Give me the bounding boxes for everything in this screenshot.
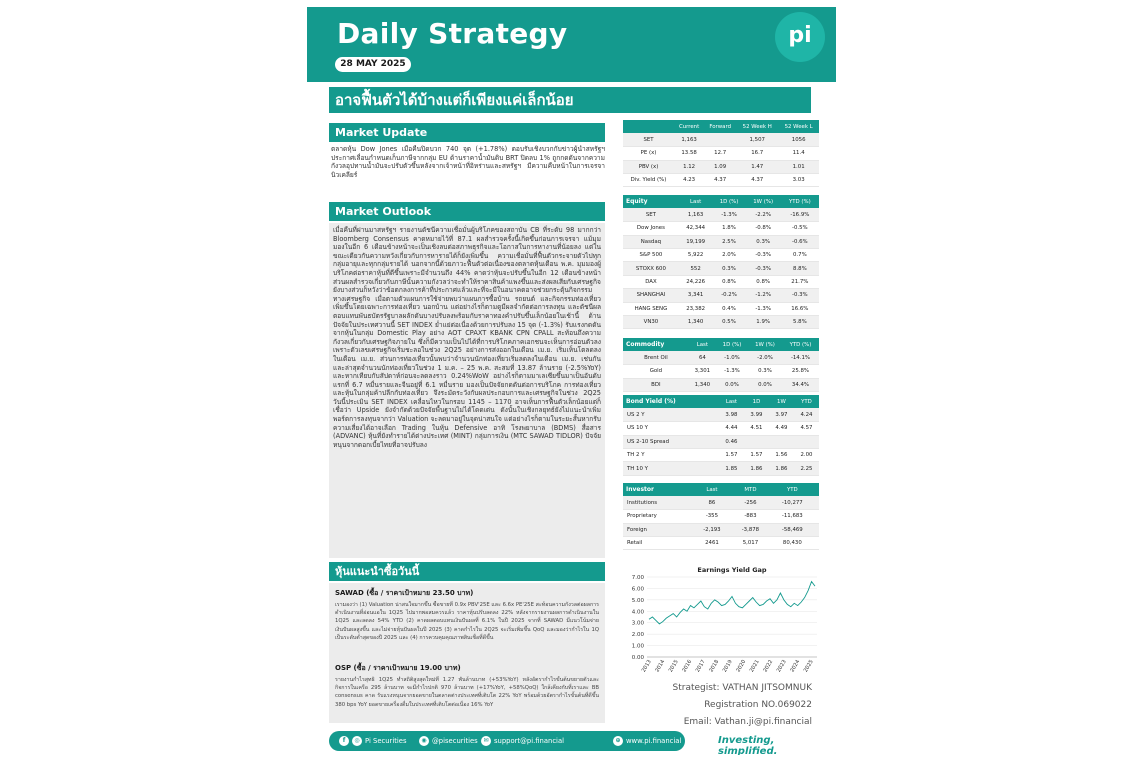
- row-label: US 2-10 Spread: [623, 435, 719, 448]
- pi-logo: pi: [775, 12, 825, 62]
- table-cell: -0.2%: [712, 289, 745, 302]
- table-cell: 1.9%: [746, 316, 781, 329]
- table-cell: 0.8%: [712, 275, 745, 288]
- table-cell: 4.23: [674, 174, 704, 187]
- column-header: Investor: [623, 483, 693, 496]
- table-cell: -0.6%: [781, 235, 819, 248]
- table-cell: 0.4%: [712, 302, 745, 315]
- rec-stock-2-text: รายงานกำไรสุทธิ 1Q25 ทำสถิติสูงสุดใหม่ที่ 1.27 พันล้านบาท (+53%YoY) หลังอัตรากำไรขั้นต้นขยายตัวและกิจการในเครือ 295 ล้านบาท จะมีกำไรปกติ 970 ล้านบาท (+17%YoY, +58%QoQ) ใกล้เคียงกับที่เราและ BB consensus คาด รับแรงหนุนจากยอดขายในตลาดต่างประเทศที่เติบโต 22% YoY พร้อมด้วยอัตรากำไรขั้นต้นที่ดีขึ้น 380 bps YoY ยอดขายเครื่องดื่มในประเทศที่เติบโตต่อเนื่อง 16% YoY: [335, 677, 599, 708]
- table-cell: 1.12: [674, 160, 704, 173]
- row-label: US 10 Y: [623, 422, 719, 435]
- footer-email-label: support@pi.financial: [494, 737, 564, 745]
- table-cell: 0.7%: [781, 249, 819, 262]
- table-row: [623, 462, 819, 475]
- table-cell: 3,301: [689, 365, 716, 378]
- table-cell: -2.2%: [746, 208, 781, 221]
- row-label: S&P 500: [623, 249, 679, 262]
- table-cell: -1.2%: [746, 289, 781, 302]
- row-label: SHANGHAI: [623, 289, 679, 302]
- table-cell: 19,199: [679, 235, 713, 248]
- mail-icon: ✉: [481, 736, 491, 746]
- column-header: Equity: [623, 195, 679, 208]
- table-cell: 34.4%: [782, 378, 819, 391]
- column-header: 1D (%): [716, 338, 748, 351]
- table-cell: 24,226: [679, 275, 713, 288]
- rec-stock-1-text: เรามองว่า (1) Valuation น่าสนใจมากขึ้น ซื้อขายที่ 0.9x PBV'25E และ 6.6x PE'25E สะท้อนความกังวลต่อผลการดำเนินงานที่อ่อนแอใน 1Q25 ไปมากพอสมควรแล้ว ราคาหุ้นปรับลดลง 22% หลังจากรายงานผลการดำเนินงานใน 1Q25 และลดลง 54% YTD (2) คาดผลตอบแทนเงินปันผลที่ 6.1% ในปี 2025 จากที่ SAWAD มีแนวโน้มจ่ายเงินปันผลสูงขึ้น และไม่จ่ายหุ้นปันผลในปี 2025 (3) คาดกำไรใน 2Q25 จะเริ่มเพิ่มขึ้น QoQ และมองว่ากำไรใน 1Q เป็นระดับต่ำสุดของปี 2025 และ (4) การควบคุมคุณภาพสินเชื่อที่ดีขึ้น: [335, 602, 599, 641]
- table-cell: 64: [689, 351, 716, 364]
- table-cell: -11,683: [770, 510, 815, 523]
- table-row: [623, 523, 819, 536]
- table-row: [623, 537, 819, 550]
- instagram-icon: ◉: [419, 736, 429, 746]
- table-cell: 80,430: [770, 537, 815, 550]
- table-row: [623, 449, 819, 462]
- report-date: 28 MAY 2025: [335, 57, 411, 72]
- table-cell: 23,382: [679, 302, 713, 315]
- table-row: [623, 275, 819, 288]
- table-header-row: [623, 483, 819, 496]
- y-tick-label: 0.00: [631, 655, 644, 661]
- chart-title: Earnings Yield Gap: [697, 566, 767, 574]
- line-icon: ◎: [352, 736, 362, 746]
- column-header: YTD: [794, 395, 819, 408]
- footer-facebook-label: Pi Securities: [365, 737, 407, 745]
- earnings-yield-gap-chart: [617, 563, 827, 681]
- table-cell: 0.46: [719, 435, 744, 448]
- table-row: [623, 351, 819, 364]
- table-cell: -0.3%: [746, 262, 781, 275]
- table-cell: -883: [731, 510, 770, 523]
- table-row: [623, 147, 819, 160]
- table-cell: -16.9%: [781, 208, 819, 221]
- table-cell: [815, 537, 819, 550]
- table-cell: -2,193: [693, 523, 732, 536]
- table-row: [623, 316, 819, 329]
- table-cell: 86: [693, 496, 732, 509]
- row-label: TH 2 Y: [623, 449, 719, 462]
- footer-social[interactable]: [339, 731, 407, 751]
- table-cell: -1.3%: [716, 365, 748, 378]
- footer-bar: [329, 731, 685, 751]
- column-header: YTD: [770, 483, 815, 496]
- x-tick-label: 2021: [748, 659, 761, 674]
- row-label: HANG SENG: [623, 302, 679, 315]
- table-cell: 0.5%: [712, 316, 745, 329]
- footer-instagram-label: @pisecurities: [432, 737, 478, 745]
- table-header-row: [623, 195, 819, 208]
- row-label: US 2 Y: [623, 408, 719, 421]
- recommendation-heading: หุ้นแนะนำซื้อวันนี้: [329, 562, 605, 581]
- table-cell: -1.3%: [712, 208, 745, 221]
- table-cell: 42,344: [679, 222, 713, 235]
- investor-table: [623, 483, 819, 550]
- table-cell: [815, 496, 819, 509]
- table-cell: 1.56: [769, 449, 794, 462]
- footer-email[interactable]: [481, 731, 564, 751]
- facebook-icon: f: [339, 736, 349, 746]
- row-label: Gold: [623, 365, 689, 378]
- table-header-row: [623, 395, 819, 408]
- strategist-registration: Registration NO.069022: [704, 700, 812, 710]
- table-row: [623, 249, 819, 262]
- table-cell: 5.8%: [781, 316, 819, 329]
- table-cell: -0.3%: [746, 249, 781, 262]
- table-cell: [794, 435, 819, 448]
- table-cell: 12.7: [704, 147, 736, 160]
- column-header: Commodity: [623, 338, 689, 351]
- table-cell: 3.98: [719, 408, 744, 421]
- row-label: PBV (x): [623, 160, 674, 173]
- table-cell: 11.4: [778, 147, 819, 160]
- y-tick-label: 2.00: [631, 632, 644, 639]
- row-label: STOXX 600: [623, 262, 679, 275]
- row-label: Retail: [623, 537, 693, 550]
- table-cell: 1.86: [744, 462, 769, 475]
- table-cell: 25.8%: [782, 365, 819, 378]
- y-tick-label: 5.00: [631, 597, 644, 604]
- column-header: YTD (%): [781, 195, 819, 208]
- row-label: Proprietary: [623, 510, 693, 523]
- table-cell: 0.0%: [716, 378, 748, 391]
- table-cell: 3.97: [769, 408, 794, 421]
- table-cell: -256: [731, 496, 770, 509]
- slogan: Investing, simplified.: [718, 735, 778, 755]
- table-cell: 1.85: [719, 462, 744, 475]
- column-header: Last: [689, 338, 716, 351]
- footer-website-label: www.pi.financial: [626, 737, 682, 745]
- table-cell: 1.47: [736, 160, 778, 173]
- bond-yield-table: [623, 395, 819, 476]
- x-tick-label: 2019: [721, 659, 734, 674]
- market-outlook-heading: Market Outlook: [329, 202, 605, 221]
- table-cell: 1.86: [769, 462, 794, 475]
- table-row: [623, 235, 819, 248]
- strategist-name: Strategist: VATHAN JITSOMNUK: [672, 683, 812, 693]
- table-cell: 1,340: [679, 316, 713, 329]
- table-cell: -10,277: [770, 496, 815, 509]
- table-cell: 4.37: [704, 174, 736, 187]
- table-cell: 1.57: [719, 449, 744, 462]
- table-cell: 8.8%: [781, 262, 819, 275]
- table-cell: 4.24: [794, 408, 819, 421]
- table-cell: [815, 523, 819, 536]
- equity-table: [623, 195, 819, 329]
- row-label: SET: [623, 133, 674, 146]
- table-cell: [704, 133, 736, 146]
- column-header: Bond Yield (%): [623, 395, 719, 408]
- table-cell: 3.99: [744, 408, 769, 421]
- table-row: [623, 510, 819, 523]
- table-cell: 0.3%: [712, 262, 745, 275]
- column-header: 52 Week L: [778, 120, 819, 133]
- table-cell: 4.51: [744, 422, 769, 435]
- rec-stock-2-heading: OSP (ซื้อ / ราคาเป้าหมาย 19.00 บาท): [335, 664, 461, 672]
- table-cell: 4.49: [769, 422, 794, 435]
- y-tick-label: 7.00: [631, 575, 644, 581]
- table-cell: 13.58: [674, 147, 704, 160]
- y-tick-label: 6.00: [631, 586, 644, 593]
- table-header-row: [623, 338, 819, 351]
- table-row: [623, 302, 819, 315]
- table-row: [623, 289, 819, 302]
- document-page: [307, 7, 836, 755]
- table-cell: 5,922: [679, 249, 713, 262]
- table-row: [623, 222, 819, 235]
- recommendation-box: [329, 583, 605, 723]
- x-tick-label: 2015: [667, 659, 680, 674]
- x-tick-label: 2013: [640, 659, 653, 674]
- table-row: [623, 378, 819, 391]
- table-cell: 16.6%: [781, 302, 819, 315]
- column-header: 1W (%): [748, 338, 782, 351]
- table-cell: 2.25: [794, 462, 819, 475]
- row-label: Nasdaq: [623, 235, 679, 248]
- table-cell: 2.00: [794, 449, 819, 462]
- column-header: Last: [719, 395, 744, 408]
- headline: อาจฟื้นตัวได้บ้างแต่ก็เพียงแค่เล็กน้อย: [329, 87, 811, 113]
- table-header-row: [623, 120, 819, 133]
- x-tick-label: 2024: [789, 659, 802, 674]
- table-cell: 2.5%: [712, 235, 745, 248]
- column-header: Current: [674, 120, 704, 133]
- row-label: Div. Yield (%): [623, 174, 674, 187]
- column-header: Last: [693, 483, 732, 496]
- table-cell: 4.44: [719, 422, 744, 435]
- table-cell: 2461: [693, 537, 732, 550]
- x-tick-label: 2017: [694, 659, 707, 674]
- table-cell: 1,507: [736, 133, 778, 146]
- table-row: [623, 174, 819, 187]
- table-row: [623, 262, 819, 275]
- table-cell: -1.0%: [716, 351, 748, 364]
- column-header: Forward: [704, 120, 736, 133]
- table-cell: -58,469: [770, 523, 815, 536]
- x-tick-label: 2023: [775, 659, 788, 674]
- table-cell: 1,340: [689, 378, 716, 391]
- table-cell: 1.57: [744, 449, 769, 462]
- table-row: [623, 496, 819, 509]
- table-row: [623, 408, 819, 421]
- table-cell: -0.5%: [781, 222, 819, 235]
- table-cell: 0.0%: [748, 378, 782, 391]
- commodity-table: [623, 338, 819, 392]
- table-cell: -1.3%: [746, 302, 781, 315]
- column-header: 1W (%): [746, 195, 781, 208]
- table-cell: 1,163: [674, 133, 704, 146]
- table-cell: 1.01: [778, 160, 819, 173]
- table-cell: [769, 435, 794, 448]
- row-label: Brent Oil: [623, 351, 689, 364]
- table-cell: -2.0%: [748, 351, 782, 364]
- table-cell: 3,341: [679, 289, 713, 302]
- table-cell: 4.37: [736, 174, 778, 187]
- row-label: Institutions: [623, 496, 693, 509]
- row-label: TH 10 Y: [623, 462, 719, 475]
- x-tick-label: 2014: [654, 659, 667, 674]
- table-row: [623, 365, 819, 378]
- table-cell: 1.8%: [712, 222, 745, 235]
- market-update-text: ตลาดหุ้น Dow Jones เมื่อคืนปิดบวก 740 จุด (+1.78%) ตอบรับเชิงบวกกับข่าวผู้นำสหรัฐฯ ประกาศเลื่อนกำหนดเก็บภาษีจากกลุ่ม EU ด้านราคาน้ำมันดิบ BRT ปิดลบ 1% ถูกกดดันจากความกังวลอุปทานน้ำมันจะปรับตัวขึ้นหลังจากเจ้าหน้าที่อิหร่านและสหรัฐฯ มีความคืบหน้าในการเจรจานิวเคลียร์: [331, 145, 605, 179]
- column-header: YTD (%): [782, 338, 819, 351]
- table-row: [623, 422, 819, 435]
- rec-stock-1-heading: SAWAD (ซื้อ / ราคาเป้าหมาย 23.50 บาท): [335, 589, 474, 597]
- table-row: [623, 160, 819, 173]
- x-tick-label: 2022: [762, 659, 775, 674]
- x-tick-label: 2020: [735, 659, 748, 674]
- strategist-email: Email: Vathan.ji@pi.financial: [683, 717, 812, 727]
- table-cell: 0.3%: [748, 365, 782, 378]
- market-update-heading: Market Update: [329, 123, 605, 142]
- table-row: [623, 208, 819, 221]
- y-tick-label: 3.00: [631, 620, 644, 627]
- row-label: Dow Jones: [623, 222, 679, 235]
- column-header: 1D: [744, 395, 769, 408]
- globe-icon: ⊕: [613, 736, 623, 746]
- row-label: Foreign: [623, 523, 693, 536]
- row-label: SET: [623, 208, 679, 221]
- column-header: MTD: [731, 483, 770, 496]
- footer-instagram[interactable]: [419, 731, 478, 751]
- header-banner: [307, 7, 836, 82]
- table-cell: 4.57: [794, 422, 819, 435]
- valuation-table: [623, 120, 819, 187]
- table-cell: -0.3%: [781, 289, 819, 302]
- table-cell: 2.0%: [712, 249, 745, 262]
- table-cell: -14.1%: [782, 351, 819, 364]
- column-header: [623, 120, 674, 133]
- table-cell: 0.3%: [746, 235, 781, 248]
- table-cell: 1056: [778, 133, 819, 146]
- series-line-0: [649, 582, 815, 624]
- table-cell: -355: [693, 510, 732, 523]
- table-row: [623, 435, 819, 448]
- table-cell: 3.03: [778, 174, 819, 187]
- table-row: [623, 133, 819, 146]
- table-cell: 552: [679, 262, 713, 275]
- column-header: 1W: [769, 395, 794, 408]
- table-cell: 5,017: [731, 537, 770, 550]
- row-label: BDI: [623, 378, 689, 391]
- table-cell: [815, 510, 819, 523]
- table-cell: 1.09: [704, 160, 736, 173]
- row-label: VN30: [623, 316, 679, 329]
- table-cell: 16.7: [736, 147, 778, 160]
- x-tick-label: 2016: [681, 659, 694, 674]
- x-tick-label: 2025: [802, 659, 815, 674]
- table-cell: 0.8%: [746, 275, 781, 288]
- column-header: 1D (%): [712, 195, 745, 208]
- table-cell: [744, 435, 769, 448]
- column-header: Last: [679, 195, 713, 208]
- market-outlook-text: เมื่อคืนที่ผ่านมาสหรัฐฯ รายงานดัชนีความเชื่อมั่นผู้บริโภคของสถาบัน CB ที่ระดับ 98 มากกว่า Bloomberg Consensus คาดหมายไว้ที่ 87.1 ผลสำรวจครั้งนี้เกิดขึ้นก่อนการเจรจา แม้มุมมองในอีก 6 เดือนข้างหน้าจะเป็นเชิงลบต่อสภาพธุรกิจและโอกาสในการหางานที่น้อยลง แต่ในขณะเดียวกันความหวังเกี่ยวกับการหารายได้ก็ยังเพิ่มขึ้น ความเชื่อมั่นที่ฟื้นตัวกระจายตัวไปทุกกลุ่มอายุและทุกกลุ่มรายได้ นอกจากนี้ด้วยภาวะฟื้นตัวต่อเนื่องของตลาดหุ้นเดือน พ.ค. มุมมองผู้บริโภคต่อราคาหุ้นที่ดีขึ้นเพราะมีจำนวนถึง 44% คาดว่าหุ้นจะปรับขึ้นในอีก 12 เดือนข้างหน้า ส่วนผลสำรวจเกี่ยวกับภาษีนั้นความกังวลว่าจะทำให้ราคาสินค้าแพงขึ้นและส่งผลเสียกับเศรษฐกิจยังบางส่วนก็หวังว่าข้อตกลงการค้าที่ประกาศแล้วและที่จะมีในอนาคตอาจช่วยกระตุ้นกิจกรรมทางเศรษฐกิจ เมื่อตามตัวแผนการใช้จ่ายพบว่าแผนการซื้อบ้าน รถยนต์ และกิจกรรมท่องเที่ยวเพิ่มขึ้นโดยเฉพาะการท่องเที่ยว นอกบ้าน แต่อย่างไรก็ตามดูมีผลจำกัดต่อการลงทุน และดัชนีผลตอบแทนพันธบัตรรัฐบาลผลักดันบางปรับลงพร้อมกับราคาทองคำปรับขึ้นเล็กน้อยในเช้านี้ ด้านปัจจัยในประเทศวานนี้ SET INDEX ย่ำแย่ต่อเนื่องด้วยการปรับลง 15 จุด (-1.3%) รับแรงกดดันจากหุ้นในกลุ่ม Domestic Play อย่าง AOT CPAXT KBANK CPN CPALL สะท้อนถึงความกังวลเกี่ยวกับเศรษฐกิจภายใน ซึ่งก็มีความเป็นไปได้ที่การบริโภคภาคเอกชนจะเห็นการอ่อนตัวลงเพราะตัวเลขเศรษฐกิจเริ่มชะลอในช่วง 2Q25 อย่างการส่งออกในเดือน เม.ย. เริ่มเห็นโตลดลงในเดือน เม.ย. ส่วนการท่องเที่ยวนั้นพบว่าจำนวนนักท่องเที่ยวเริ่มลดลงในเดือน เม.ย. เช่นกันและล่าสุดจำนวนนักท่องเที่ยวในช่วง 1 ม.ค. – 25 พ.ค. สะสมที่ 13.87 ล้านราย (-2.5%YoY) และหากเทียบกับสัปดาห์ก่อนจะลดลงราว 0.24%WoW อย่างไรก็ตามมาเลเซียขึ้นมาเป็นอันดับแรกที่ 6.7 หมื่นรายและจีนอยู่ที่ 6.1 หมื่นราย มองเป็นปัจจัยกดดันต่อการบริโภค การท่องเที่ยว และหุ้นในกลุ่มค้าปลีกกับท่องเที่ยว จึงระมัดระวังกับผลประกอบการและเศรษฐกิจในช่วง 2Q25 วันนี้ประเมิน SET INDEX เคลื่อนไหวในกรอบ 1145 – 1170 อาจเห็นการฟื้นตัวเล็กน้อยแต่ก็เชื่อว่า Upside ยังจำกัดด้วยปัจจัยพื้นฐานไม่ได้โดดเด่น ดังนั้นในเชิงกลยุทธ์ยังไม่แนะนำเพิ่มพอร์ตการลงทุนจากว่า Valuation จะลดมาอยู่ในจุดน่าสนใจ แต่อย่างไรก็ตามในระยะสั้นหากรับความเสี่ยงได้อาจเลือก Trading ในหุ้น Defensive อาทิ โรงพยาบาล (BDMS) สื่อสาร (ADVANC) หุ้นที่ยังทำรายได้ต่างประเทศ (MINT) กลุ่มการเงิน (MTC SAWAD TIDLOR) ปัจจัยหนุนจากดอกเบี้ยไทยที่อาจปรับลง: [329, 223, 605, 558]
- row-label: DAX: [623, 275, 679, 288]
- x-tick-label: 2018: [708, 659, 721, 674]
- y-tick-label: 1.00: [631, 643, 644, 650]
- row-label: PE (x): [623, 147, 674, 160]
- column-header: [815, 483, 819, 496]
- table-cell: 1,163: [679, 208, 713, 221]
- chart-svg: [617, 563, 827, 681]
- table-cell: -3,878: [731, 523, 770, 536]
- y-tick-label: 4.00: [631, 609, 644, 616]
- column-header: 52 Week H: [736, 120, 778, 133]
- report-title: Daily Strategy: [337, 17, 568, 50]
- footer-website[interactable]: [613, 731, 681, 751]
- table-cell: 21.7%: [781, 275, 819, 288]
- table-cell: -0.8%: [746, 222, 781, 235]
